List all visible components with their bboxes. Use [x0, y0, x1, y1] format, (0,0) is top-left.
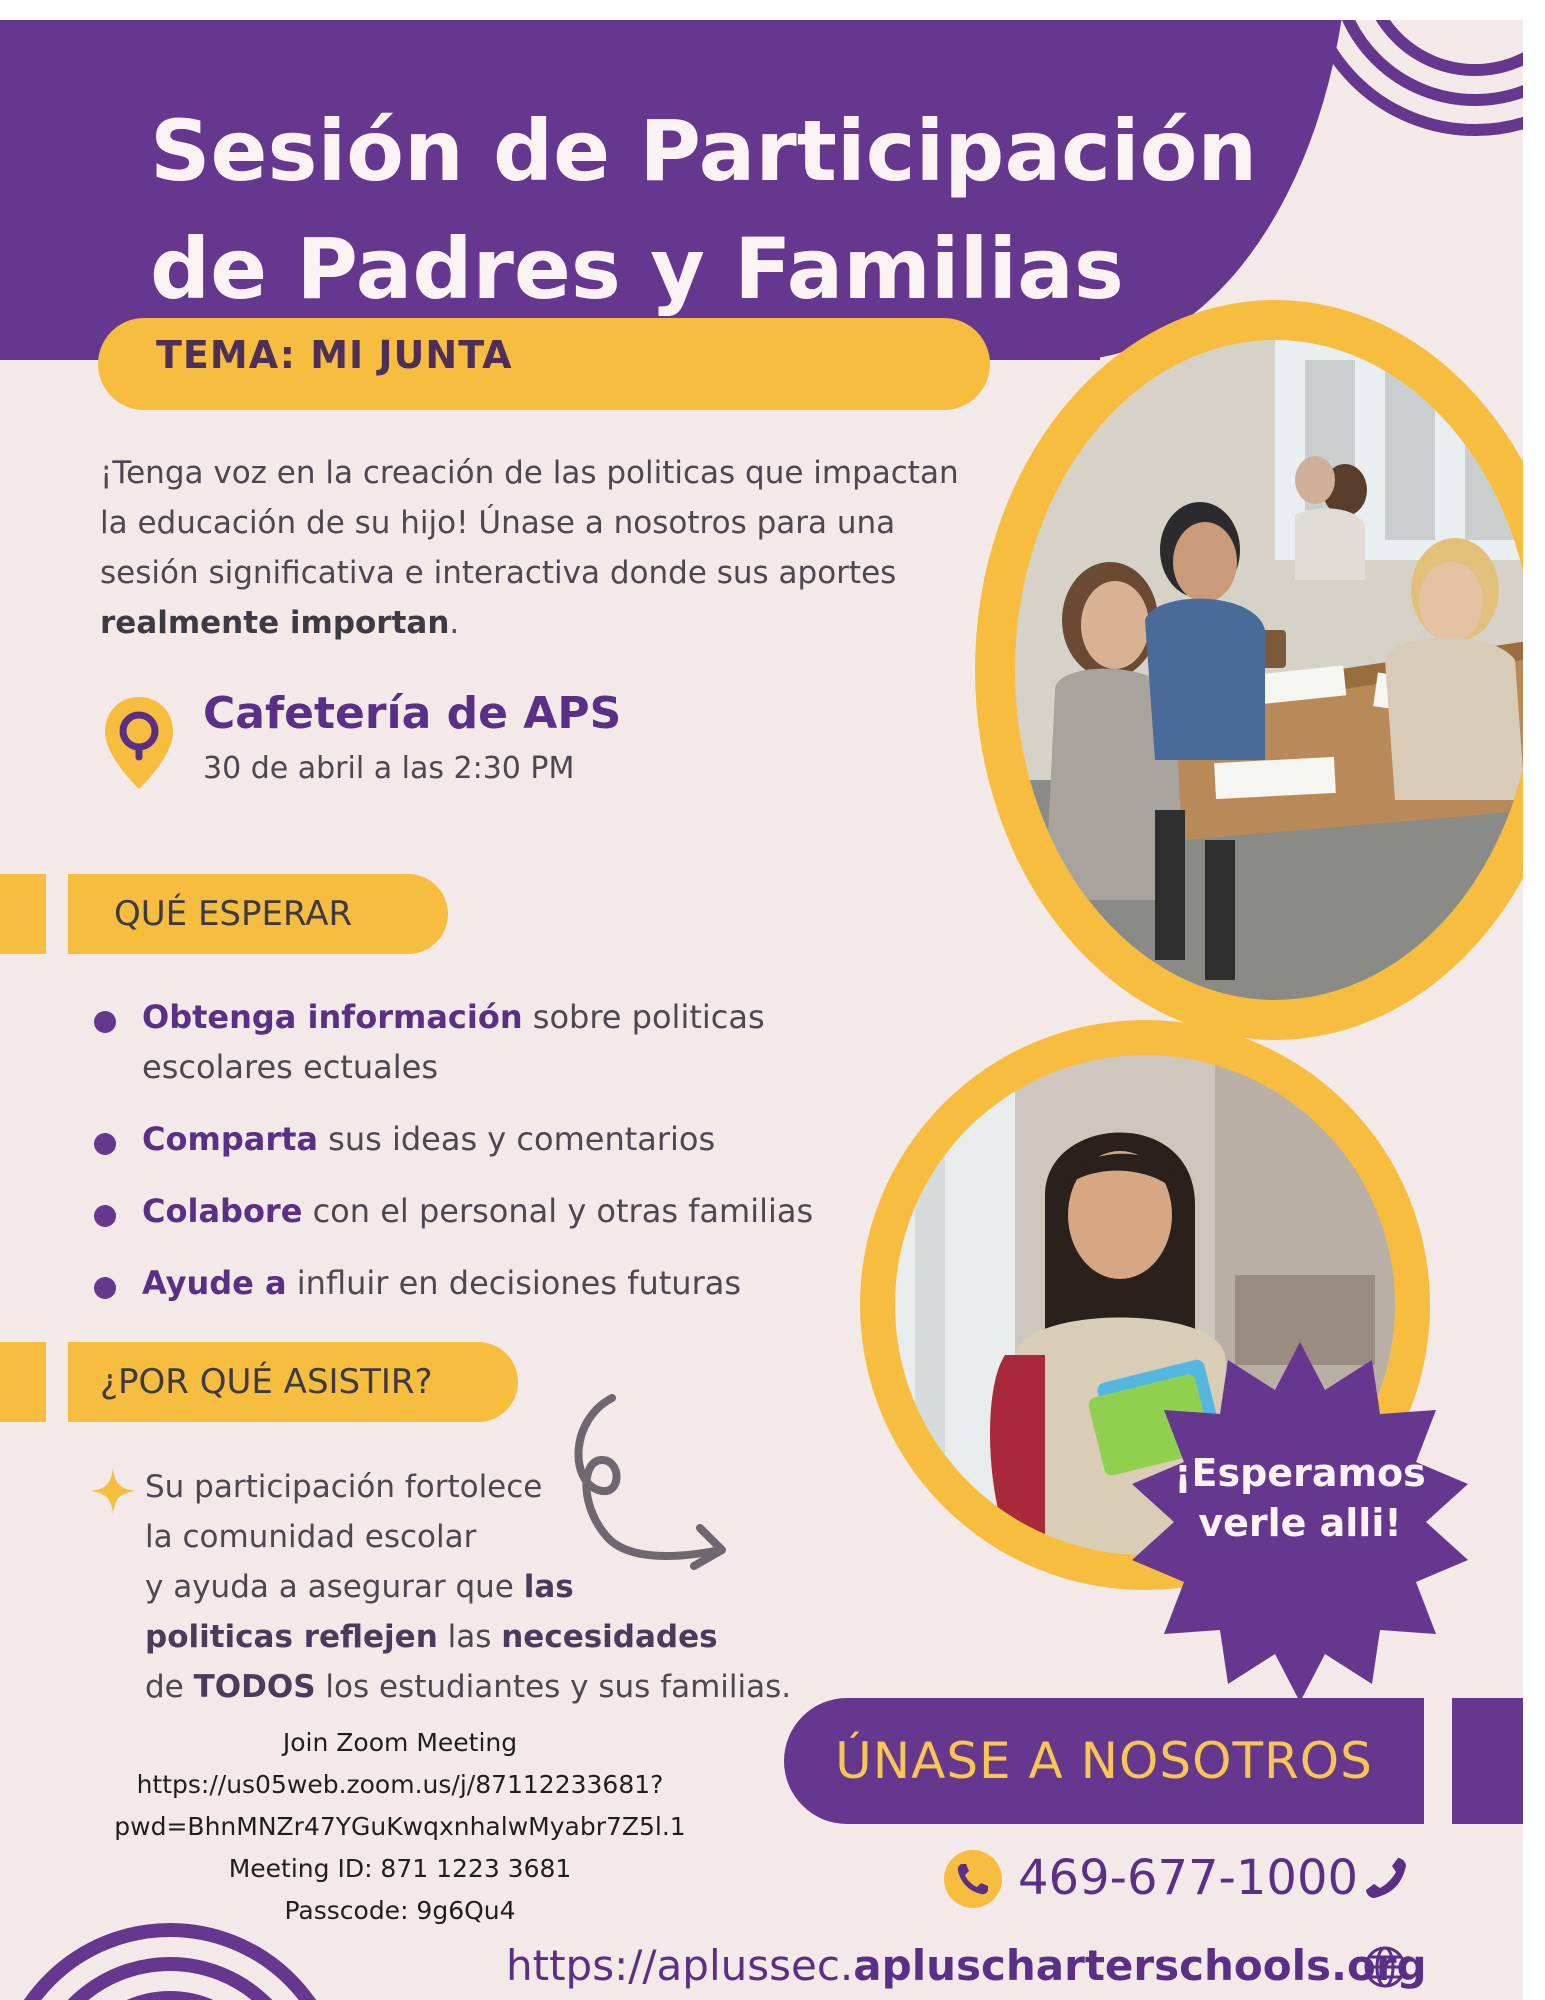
bullet-dot-icon	[94, 1277, 116, 1299]
phone-handset-icon	[1362, 1854, 1410, 1902]
why-text: de	[145, 1669, 194, 1705]
phone-number[interactable]: 469-677-1000	[1018, 1850, 1359, 1906]
intro-emphasis: realmente importan	[100, 605, 450, 641]
zoom-passcode: Passcode: 9g6Qu4	[284, 1896, 516, 1925]
join-us-button[interactable]: ÚNASE A NOSOTROS	[835, 1732, 1373, 1790]
globe-icon	[1362, 1944, 1408, 1990]
bullet-dot-icon	[94, 1133, 116, 1155]
cta-side-block	[1452, 1698, 1523, 1824]
expect-list	[92, 992, 872, 1330]
why-text: las	[437, 1619, 502, 1655]
decorative-arcs-bottom	[0, 1900, 380, 2000]
list-item-bold: Comparta	[142, 1120, 318, 1158]
list-item-bold: Ayude a	[142, 1264, 287, 1302]
list-item-text: sus ideas y comentarios	[317, 1120, 716, 1158]
list-item-bold: Colabore	[142, 1192, 303, 1230]
zoom-link-line-1[interactable]: https://us05web.zoom.us/j/87112233681?	[136, 1770, 664, 1799]
why-emphasis: politicas reflejen	[145, 1619, 438, 1655]
bullet-dot-icon	[94, 1011, 116, 1033]
bullet-dot-icon	[94, 1205, 116, 1227]
meeting-photo-illustration	[1015, 340, 1523, 1000]
why-line	[145, 1662, 825, 1712]
intro-end: .	[449, 605, 460, 641]
expect-heading: QUÉ ESPERAR	[114, 894, 353, 934]
why-text: los estudiantes y sus familias.	[315, 1669, 792, 1705]
badge-line-2: verle alli!	[1198, 1501, 1402, 1545]
zoom-link-line-2[interactable]: pwd=BhnMNZr47YGuKwqxnhalwMyabr7Z5l.1	[114, 1812, 686, 1841]
list-item	[92, 992, 872, 1092]
sparkle-icon	[88, 1466, 138, 1516]
location-pin-icon	[103, 695, 175, 791]
list-item	[92, 1258, 872, 1308]
event-datetime: 30 de abril a las 2:30 PM	[203, 751, 575, 786]
why-emphasis: necesidades	[501, 1619, 718, 1655]
zoom-meeting-id: Meeting ID: 871 1223 3681	[228, 1854, 572, 1883]
title-line-2: de Padres y Familias	[150, 220, 1124, 318]
intro-text: ¡Tenga voz en la creación de las politicas que impactan la educación de su hijo! Únase a nosotros para una sesión significativa e interactiva donde sus aportes	[100, 455, 959, 591]
why-line: la comunidad escolar	[145, 1519, 477, 1555]
page-title	[150, 92, 1350, 328]
why-line: Su participación fortolece	[145, 1469, 543, 1505]
section-marker-why	[0, 1342, 46, 1422]
why-emphasis: las	[523, 1569, 574, 1605]
badge-line-1: ¡Esperamos	[1174, 1451, 1426, 1495]
title-line-1: Sesión de Participación	[150, 102, 1258, 200]
why-line	[145, 1612, 825, 1662]
list-item	[92, 1114, 872, 1164]
phone-icon	[944, 1850, 1002, 1908]
list-item-bold: Obtenga información	[142, 998, 523, 1036]
list-item-text: con el personal y otras familias	[302, 1192, 814, 1230]
list-item-text: influir en decisiones futuras	[286, 1264, 741, 1302]
list-item-text: sobre politicas escolares ectuales	[142, 998, 765, 1086]
topic-label: TEMA: MI JUNTA	[156, 333, 513, 377]
zoom-title: Join Zoom Meeting	[282, 1728, 518, 1757]
why-emphasis: TODOS	[193, 1669, 316, 1705]
why-line	[145, 1562, 825, 1612]
badge-text	[1120, 1448, 1480, 1548]
section-marker-expect	[0, 874, 46, 954]
location-name: Cafetería de APS	[203, 688, 622, 739]
website-link[interactable]	[506, 1938, 1427, 1994]
list-item	[92, 1186, 872, 1236]
url-part-1: https://aplussec.	[506, 1941, 854, 1990]
intro-paragraph	[100, 448, 980, 648]
why-paragraph	[145, 1462, 825, 1712]
meeting-photo	[1015, 340, 1523, 1000]
url-part-2: apluscharterschools.org	[853, 1941, 1427, 1990]
why-heading: ¿POR QUÉ ASISTIR?	[100, 1362, 433, 1402]
flyer	[0, 20, 1523, 2000]
why-text: y ayuda a asegurar que	[145, 1569, 524, 1605]
